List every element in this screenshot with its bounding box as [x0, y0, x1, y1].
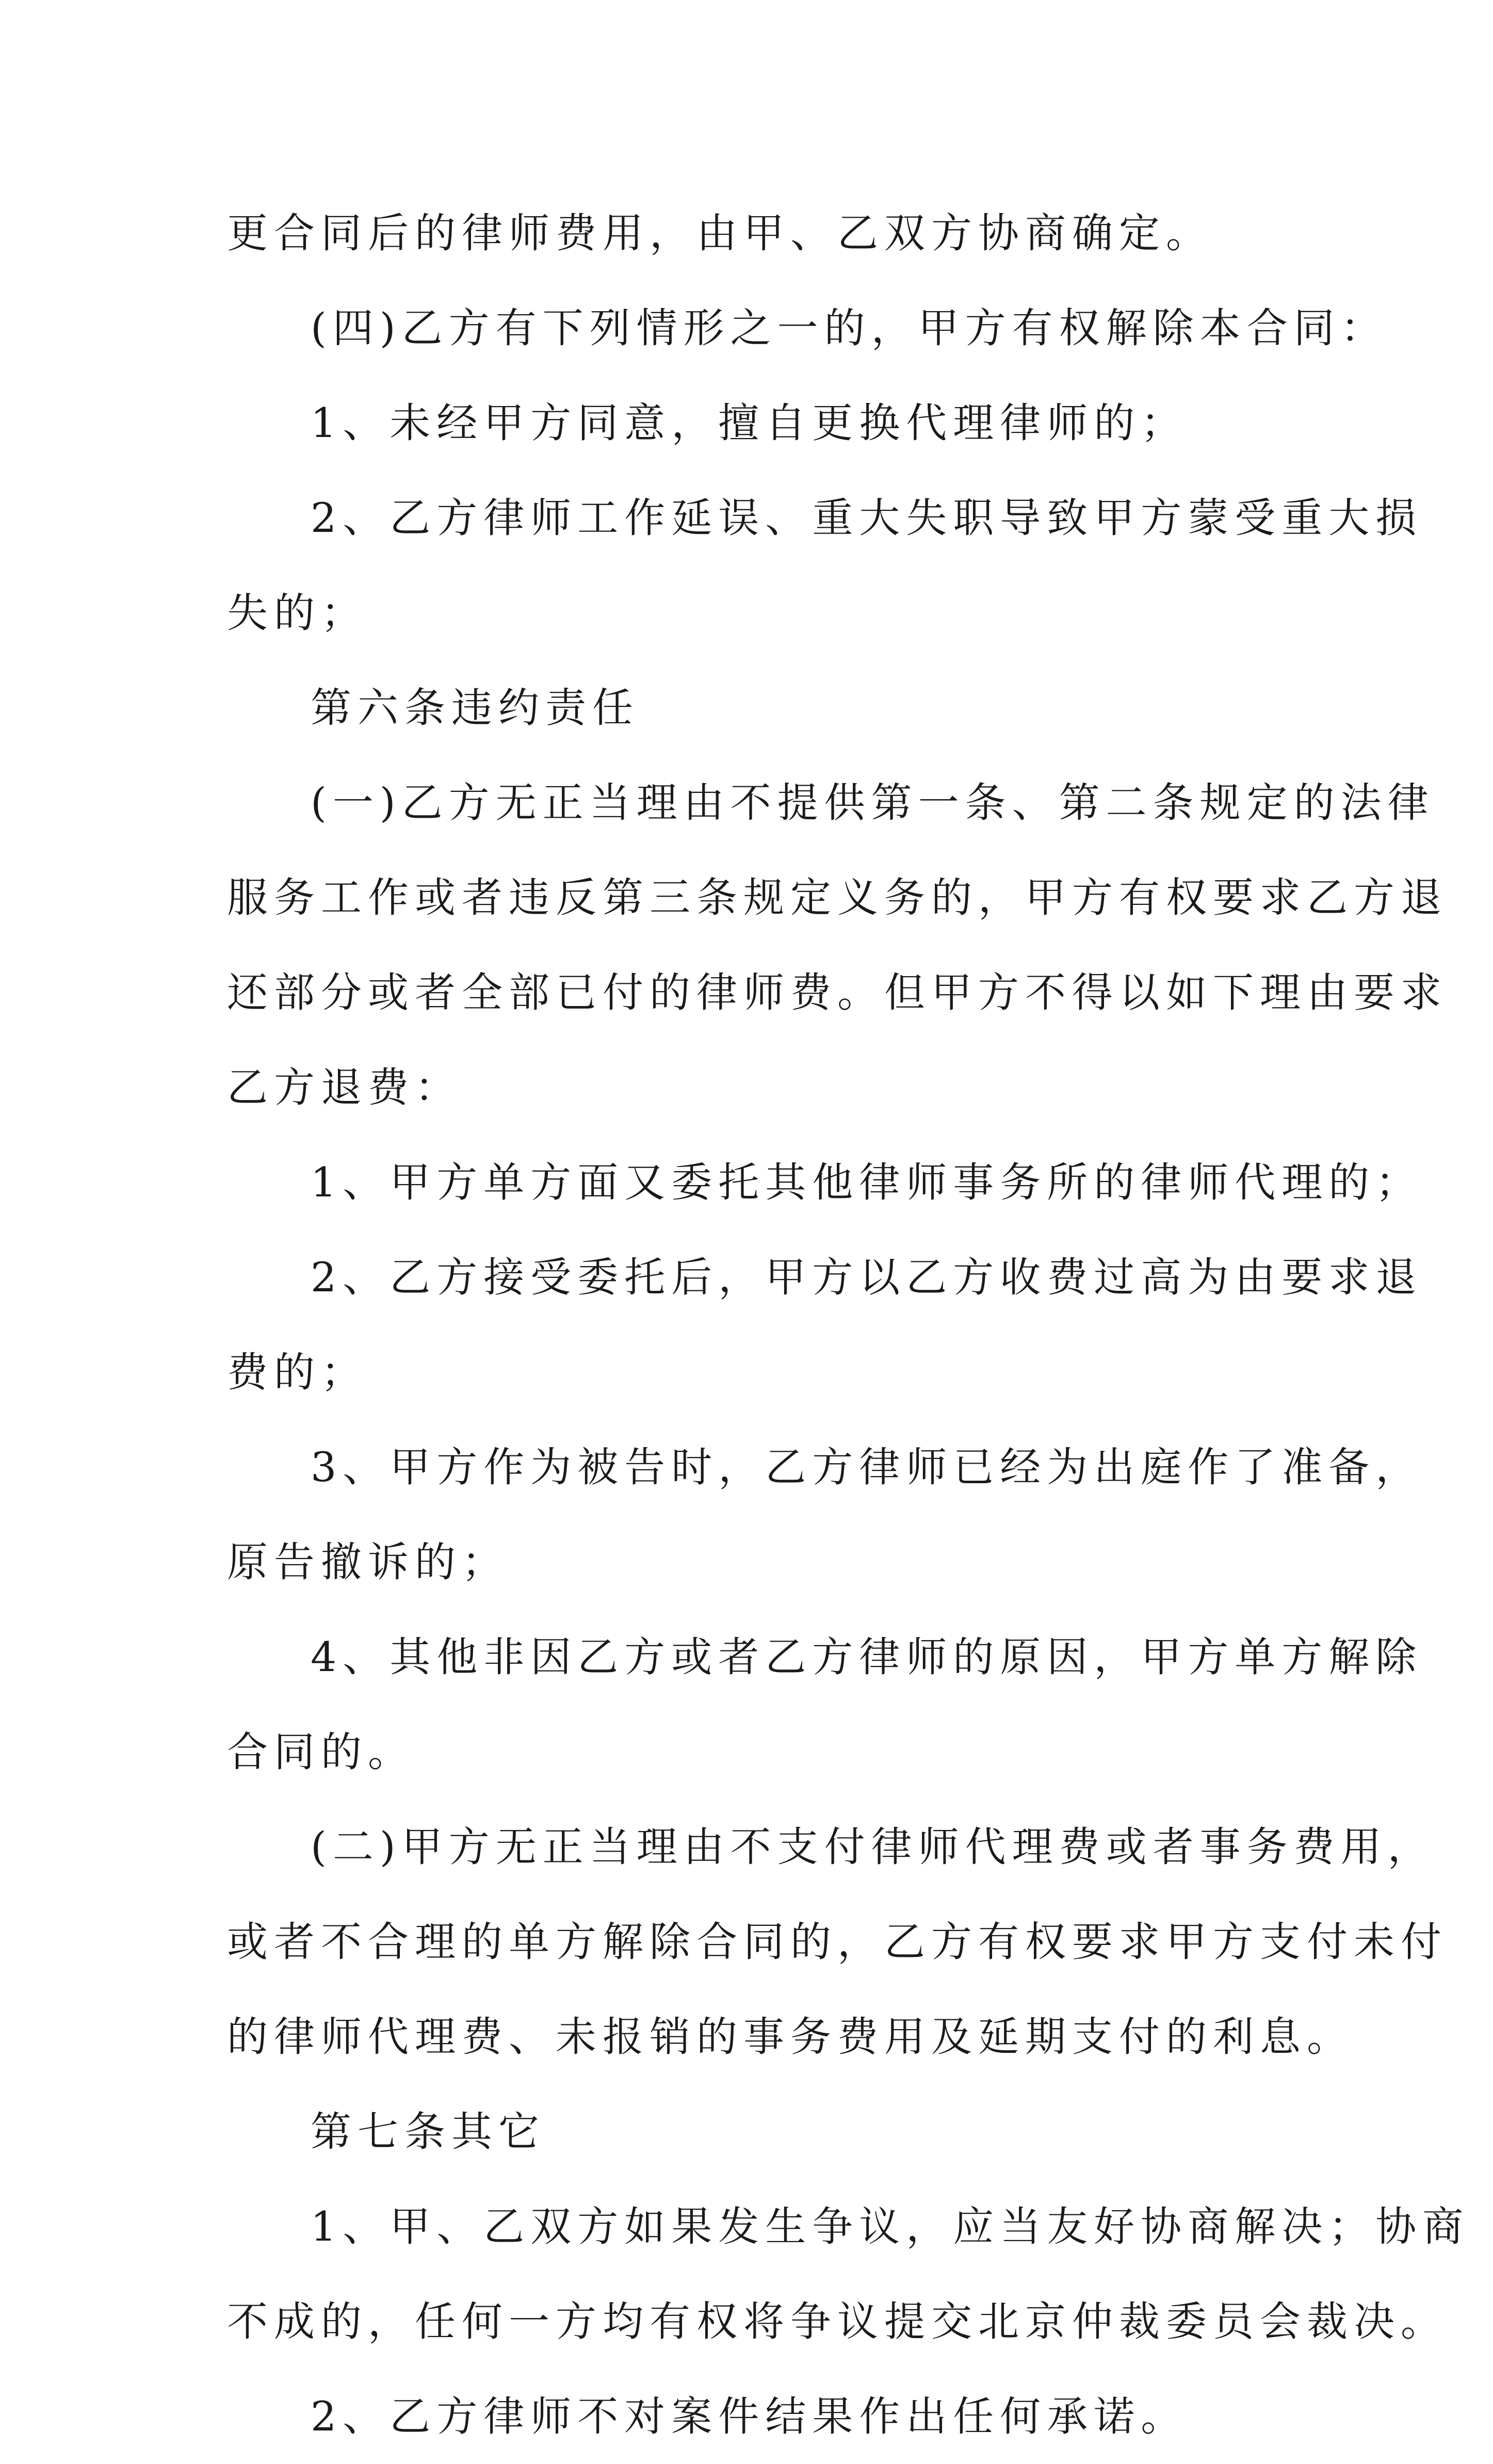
- text-line: 2、乙方律师工作延误、重大失职导致甲方蒙受重大损: [311, 494, 1423, 542]
- document-body: [227, 186, 1470, 2464]
- text-line: 还部分或者全部已付的律师费。但甲方不得以如下理由要求: [227, 969, 1448, 1016]
- text-line: 2、乙方律师不对案件结果作出任何承诺。: [311, 2393, 1188, 2440]
- text-line: 2、乙方接受委托后，甲方以乙方收费过高为由要求退: [311, 1254, 1423, 1301]
- text-line: 或者不合理的单方解除合同的，乙方有权要求甲方支付未付: [227, 1918, 1448, 1966]
- section-heading: 第六条违约责任: [311, 684, 639, 732]
- text-line: (二)甲方无正当理由不支付律师代理费或者事务费用，: [311, 1823, 1435, 1871]
- text-line: 合同的。: [227, 1728, 415, 1776]
- text-line: 失的；: [227, 589, 368, 637]
- text-line: 原告撤诉的；: [227, 1538, 509, 1586]
- text-line: 更合同后的律师费用，由甲、乙双方协商确定。: [227, 209, 1213, 257]
- text-line: 不成的，任何一方均有权将争议提交北京仲裁委员会裁决。: [227, 2298, 1448, 2345]
- text-line: 3、甲方作为被告时，乙方律师已经为出庭作了准备，: [311, 1444, 1423, 1491]
- text-line: 1、甲方单方面又委托其他律师事务所的律师代理的；: [311, 1159, 1423, 1206]
- text-line: 费的；: [227, 1349, 368, 1396]
- section-heading: 第七条其它: [311, 2108, 545, 2155]
- text-line: 1、甲、乙双方如果发生争议，应当友好协商解决；协商: [311, 2203, 1470, 2250]
- text-line: 服务工作或者违反第三条规定义务的，甲方有权要求乙方退: [227, 874, 1448, 921]
- text-line: 1、未经甲方同意，擅自更换代理律师的；: [311, 399, 1188, 447]
- text-line: (一)乙方无正当理由不提供第一条、第二条规定的法律: [311, 779, 1435, 826]
- text-line: 的律师代理费、未报销的事务费用及延期支付的利息。: [227, 2013, 1354, 2061]
- text-line: 乙方退费：: [227, 1064, 462, 1111]
- text-line: (四)乙方有下列情形之一的，甲方有权解除本合同：: [311, 304, 1388, 352]
- text-line: 4、其他非因乙方或者乙方律师的原因，甲方单方解除: [311, 1633, 1423, 1681]
